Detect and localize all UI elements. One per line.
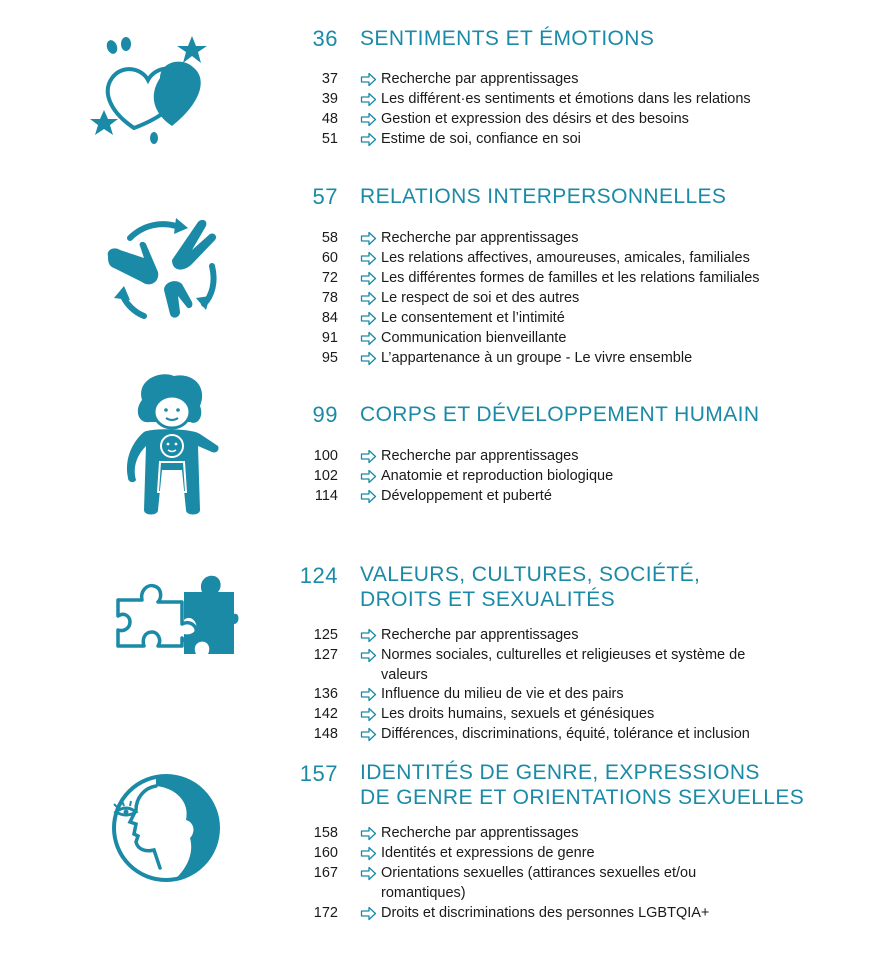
entry-title: Gestion et expression des désirs et des besoins [381, 111, 689, 127]
entry-title: Recherche par apprentissages [381, 230, 579, 246]
section-page-number: 124 [299, 563, 338, 588]
arrow-right-icon [360, 70, 377, 89]
section-page-number: 157 [299, 761, 338, 786]
entry-page-number: 100 [313, 448, 338, 464]
section-page-number: 57 [312, 184, 338, 209]
section-title-line: VALEURS, CULTURES, SOCIÉTÉ, [360, 563, 701, 586]
entry-page-number: 37 [321, 71, 338, 87]
entry-title-line: Orientations sexuelles (attirances sexuelles et/ou [381, 865, 697, 881]
entry-page-number: 136 [313, 686, 338, 702]
arrow-right-icon [360, 229, 377, 248]
section-title [360, 562, 700, 612]
arrow-right-icon [360, 309, 377, 328]
arrow-right-icon [360, 130, 377, 149]
arrow-right-icon [360, 864, 377, 883]
arrow-right-icon [360, 824, 377, 843]
entry-title: Recherche par apprentissages [381, 627, 579, 643]
entry-page-number: 58 [321, 230, 338, 246]
entry-title-line: Normes sociales, culturelles et religieuses et système de [381, 647, 746, 663]
entry-page-number: 51 [321, 131, 338, 147]
entry-title: Le respect de soi et des autres [381, 290, 580, 306]
section-title-line: DE GENRE ET ORIENTATIONS SEXUELLES [360, 786, 805, 809]
section-title: CORPS ET DÉVELOPPEMENT HUMAIN [360, 403, 760, 426]
arrow-right-icon [360, 844, 377, 863]
entry-title: Les droits humains, sexuels et génésiques [381, 706, 655, 722]
entry-title: Les relations affectives, amoureuses, amicales, familiales [381, 250, 750, 266]
entry-page-number: 78 [321, 290, 338, 306]
entry-page-number: 158 [313, 825, 338, 841]
section-title-line: IDENTITÉS DE GENRE, EXPRESSIONS [360, 761, 760, 784]
arrow-right-icon [360, 725, 377, 744]
arrow-right-icon [360, 329, 377, 348]
entry-page-number: 48 [321, 111, 338, 127]
entry-title [381, 646, 811, 685]
section-title [360, 760, 804, 810]
arrow-right-icon [360, 90, 377, 109]
arrow-right-icon [360, 646, 377, 665]
entry-title: Estime de soi, confiance en soi [381, 131, 581, 147]
entry-title: Recherche par apprentissages [381, 71, 579, 87]
arrow-right-icon [360, 249, 377, 268]
entry-title: Recherche par apprentissages [381, 448, 579, 464]
arrow-right-icon [360, 110, 377, 129]
section-title-line: DROITS ET SEXUALITÉS [360, 588, 616, 611]
arrow-right-icon [360, 447, 377, 466]
entry-title: Les différent·es sentiments et émotions dans les relations [381, 91, 751, 107]
entry-title: Anatomie et reproduction biologique [381, 468, 614, 484]
entry-title: L’appartenance à un groupe - Le vivre ensemble [381, 350, 693, 366]
entry-title [381, 864, 811, 903]
entry-page-number: 39 [321, 91, 338, 107]
entry-page-number: 127 [313, 647, 338, 663]
entry-page-number: 84 [321, 310, 338, 326]
entry-page-number: 60 [321, 250, 338, 266]
entry-title: Communication bienveillante [381, 330, 567, 346]
entry-title: Développement et puberté [381, 488, 552, 504]
entry-title: Le consentement et l’intimité [381, 310, 565, 326]
arrow-right-icon [360, 685, 377, 704]
entry-page-number: 72 [321, 270, 338, 286]
arrow-right-icon [360, 626, 377, 645]
entry-title: Influence du milieu de vie et des pairs [381, 686, 624, 702]
arrow-right-icon [360, 467, 377, 486]
entry-title: Les différentes formes de familles et les relations familiales [381, 270, 760, 286]
entry-page-number: 172 [313, 905, 338, 921]
arrow-right-icon [360, 289, 377, 308]
entry-page-number: 95 [321, 350, 338, 366]
entry-title: Identités et expressions de genre [381, 845, 595, 861]
section-page-number: 99 [312, 402, 338, 427]
arrow-right-icon [360, 349, 377, 368]
entry-title-line: romantiques) [381, 884, 466, 901]
entry-page-number: 91 [321, 330, 338, 346]
entry-title: Droits et discriminations des personnes LGBTQIA+ [381, 905, 710, 921]
arrow-right-icon [360, 705, 377, 724]
section-title: SENTIMENTS ET ÉMOTIONS [360, 27, 655, 50]
entry-title: Recherche par apprentissages [381, 825, 579, 841]
entry-page-number: 167 [313, 865, 338, 881]
entry-page-number: 125 [313, 627, 338, 643]
arrow-right-icon [360, 269, 377, 288]
entry-title: Différences, discriminations, équité, tolérance et inclusion [381, 726, 750, 742]
arrow-right-icon [360, 487, 377, 506]
entry-title-line: valeurs [381, 666, 428, 683]
section-page-number: 36 [312, 26, 338, 51]
entry-page-number: 160 [313, 845, 338, 861]
arrow-right-icon [360, 904, 377, 923]
entry-page-number: 114 [314, 488, 338, 504]
section-title: RELATIONS INTERPERSONNELLES [360, 185, 727, 208]
entry-page-number: 148 [313, 726, 338, 742]
entry-page-number: 142 [313, 706, 338, 722]
entry-page-number: 102 [313, 468, 338, 484]
